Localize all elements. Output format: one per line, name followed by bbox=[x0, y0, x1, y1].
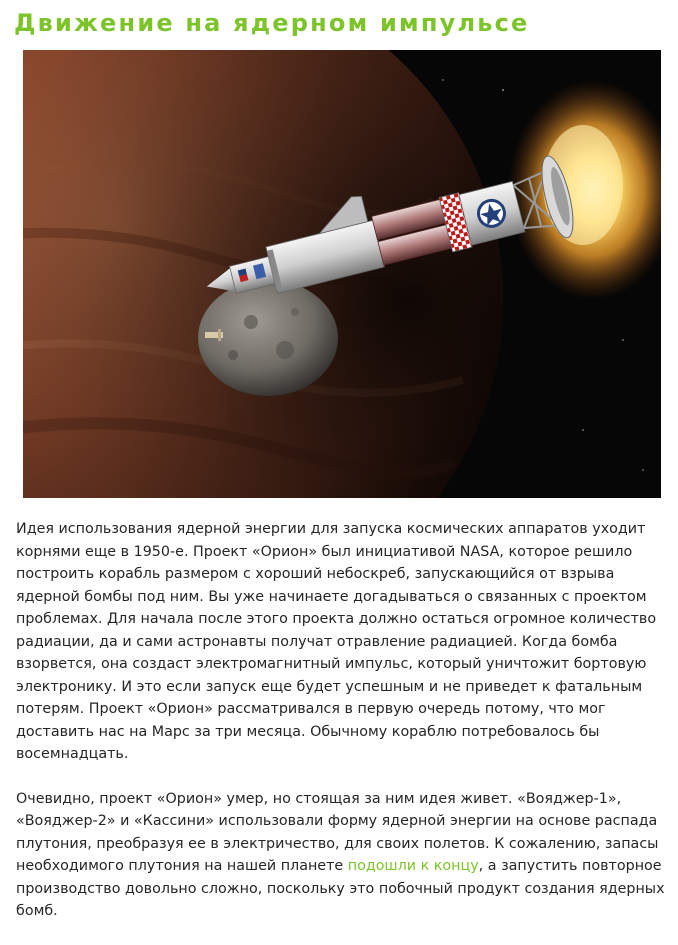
paragraph-2 bbox=[16, 788, 670, 923]
paragraph-1: Идея использования ядерной энергии для запуска космических аппаратов уходит корнями еще в 1950-е. Проект «Орион» был инициативой NASA, которое решило построить корабль размером с хороший небоскреб, запускающийся от взрыва ядерной бомбы под ним. Вы уже начинаете догадываться о связанных с проектом проблемах. Для начала после этого проекта должно остаться огромное количество радиации, да и сами астронавты получат отравление радиацией. Когда бомба взорвется, она создаст электромагнитный импульс, который уничтожит бортовую электронику. И это если запуск еще будет успешным и не приведет к фатальным потерям. Проект «Орион» рассматривался в первую очередь потому, что мог доставить нас на Марс за три месяца. Обычному кораблю потребовалось бы восемнадцать. bbox=[16, 521, 657, 762]
link-ran-out[interactable]: подошли к концу bbox=[347, 858, 479, 874]
orion-ship-over-mars-illustration bbox=[23, 50, 661, 498]
moon bbox=[198, 280, 338, 396]
article-title: Движение на ядерном импульсе bbox=[14, 9, 530, 37]
article-illustration bbox=[23, 50, 661, 498]
article-body bbox=[16, 518, 670, 945]
paragraph-2-part-2: , а запустить повторное производство довольно сложно, поскольку это побочный продукт создания ядерных бомб. bbox=[16, 858, 665, 919]
paragraph-2-part-1: Очевидно, проект «Орион» умер, но стоящая за ним идея живет. «Вояджер-1», «Вояджер-2» и «Кассини» использовали форму ядерной энергии на основе распада плутония, преобразуя ее в электричество, для своих полетов. К сожалению, запасы необходимого плутония на нашей планете bbox=[16, 790, 659, 874]
